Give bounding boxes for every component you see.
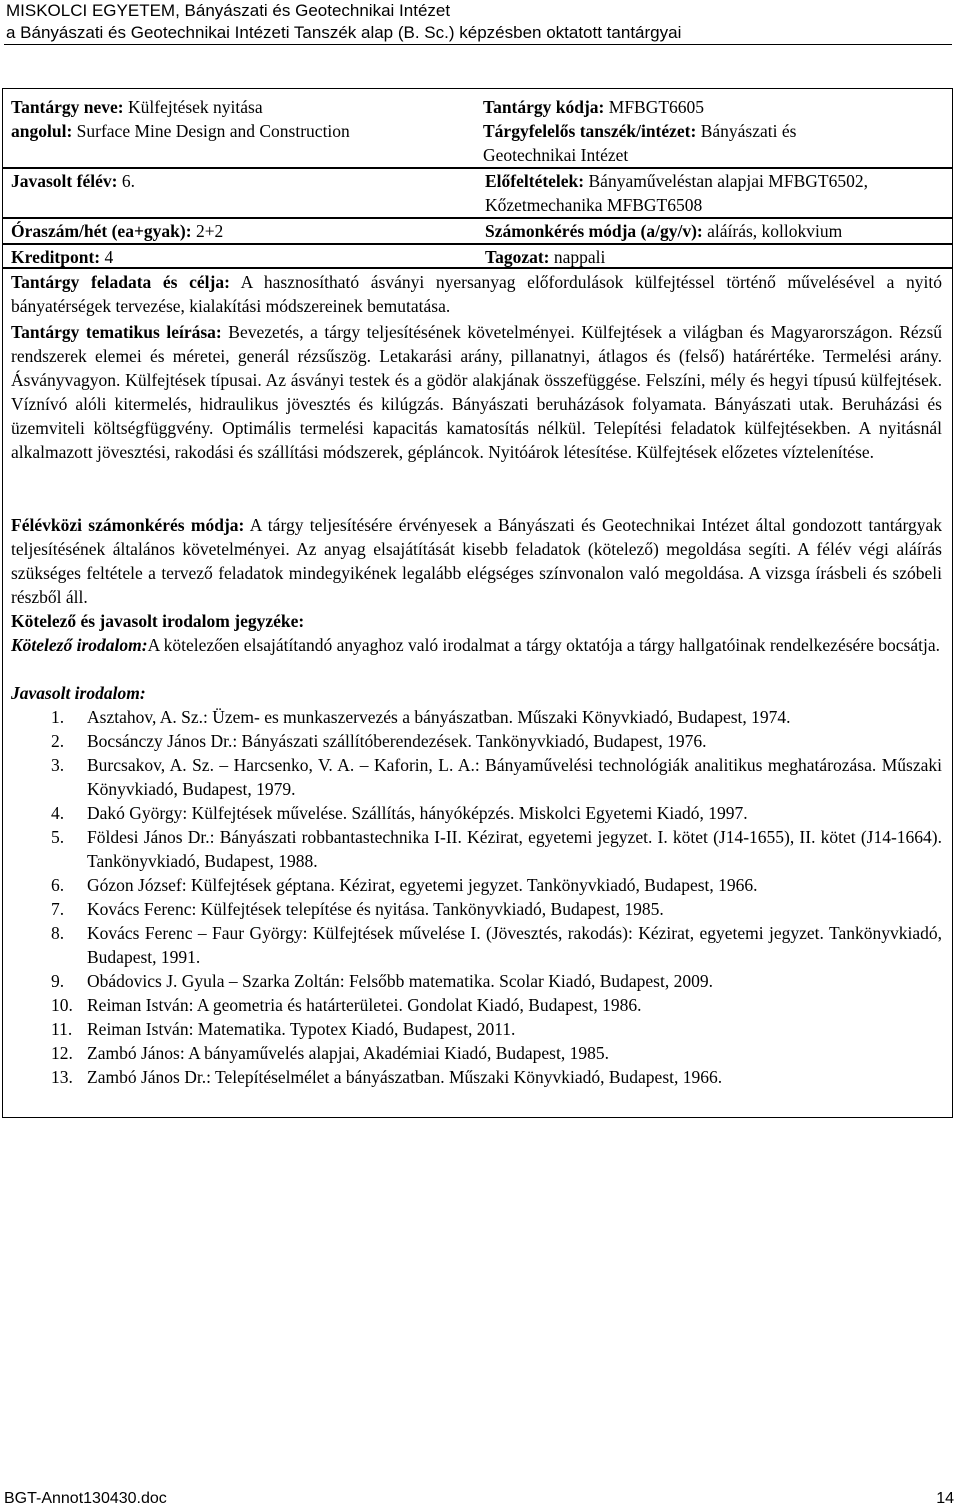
reference-text: Reiman István: A geometria és határterületei. Gondolat Kiadó, Budapest, 1986. bbox=[87, 995, 642, 1015]
course-code bbox=[483, 95, 704, 119]
course-department-value: Bányászati és bbox=[700, 121, 797, 141]
reference-item bbox=[11, 1041, 942, 1065]
header-subtitle: a Bányászati és Geotechnikai Intézeti Tanszék alap (B. Sc.) képzésben oktatott tantárgyai bbox=[6, 23, 682, 42]
course-prerequisites-label: Előfeltételek: bbox=[485, 171, 585, 191]
course-exam-label: Számonkérés módja (a/gy/v): bbox=[485, 221, 703, 241]
reference-item bbox=[11, 729, 942, 753]
course-assessment bbox=[11, 513, 942, 609]
course-exam-type bbox=[485, 219, 842, 243]
reference-item bbox=[11, 1065, 942, 1089]
reference-item bbox=[11, 705, 942, 729]
reference-text: Reiman István: Matematika. Typotex Kiadó, Budapest, 2011. bbox=[87, 1019, 516, 1039]
reference-list bbox=[11, 705, 942, 1089]
reference-text: Obádovics J. Gyula – Szarka Zoltán: Felsőbb matematika. Scolar Kiadó, Budapest, 2009. bbox=[87, 971, 713, 991]
course-code-value: MFBGT6605 bbox=[608, 97, 705, 117]
header-institution: MISKOLCI EGYETEM, Bányászati és Geotechnikai Intézet bbox=[6, 1, 451, 20]
reference-text: Asztahov, A. Sz.: Üzem- es munkaszervezés a bányászatban. Műszaki Könyvkiadó, Budapest, 1974. bbox=[87, 707, 791, 727]
reference-number: 9. bbox=[51, 971, 65, 991]
course-credits-label: Kreditpont: bbox=[11, 247, 101, 267]
course-assessment-label: Félévközi számonkérés módja: bbox=[11, 515, 245, 535]
footer-page-number: 14 bbox=[936, 1490, 954, 1507]
reference-text: Zambó János: A bányaművelés alapjai, Akadémiai Kiadó, Budapest, 1985. bbox=[87, 1043, 609, 1063]
course-english-value: Surface Mine Design and Construction bbox=[76, 121, 350, 141]
course-prerequisites bbox=[485, 169, 868, 193]
reference-item bbox=[11, 1017, 942, 1041]
course-credits-value: 4 bbox=[104, 247, 114, 267]
reference-item bbox=[11, 825, 942, 873]
reference-number: 6. bbox=[51, 875, 65, 895]
reference-item bbox=[11, 753, 942, 801]
course-department bbox=[483, 119, 796, 143]
course-assessment-text: A tárgy teljesítésére érvényesek a Bányászati és Geotechnikai Intézet által gondozott tantárgyak teljesítésének általános követelményei. Az anyag elsajátítását kisebb feladatok (kötelező) megoldása segíti. A félév végi aláírás szükséges feltétele a tervező feladatok mindegyikének legalább elégséges színvonalon való megoldása. A vizsga írásbeli és szóbeli részből áll. bbox=[11, 515, 942, 607]
table-rule bbox=[3, 267, 952, 269]
reference-text: Burcsakov, A. Sz. – Harcsenko, V. A. – Kaforin, L. A.: Bányaművelési technológiák analitikus meghatározása. Műszaki Könyvkiadó, Budapest, 1979. bbox=[87, 755, 942, 799]
literature-heading: Kötelező és javasolt irodalom jegyzéke: bbox=[11, 611, 305, 631]
course-topics-label: Tantárgy tematikus leírása: bbox=[11, 322, 222, 342]
course-sheet bbox=[2, 88, 953, 1118]
reference-item bbox=[11, 801, 942, 825]
reference-text: Gózon József: Külfejtések géptana. Kézirat, egyetemi jegyzet. Tankönyvkiadó, Budapest, 1966. bbox=[87, 875, 758, 895]
reference-number: 1. bbox=[51, 707, 65, 727]
course-name-label: Tantárgy neve: bbox=[11, 97, 124, 117]
reference-item bbox=[11, 921, 942, 969]
course-semester bbox=[11, 169, 135, 193]
course-department-cont: Geotechnikai Intézet bbox=[483, 145, 629, 165]
course-goal bbox=[11, 270, 942, 318]
reference-number: 8. bbox=[51, 923, 65, 943]
course-prerequisites-cont: Kőzetmechanika MFBGT6508 bbox=[485, 195, 703, 215]
required-literature-label: Kötelező irodalom: bbox=[11, 635, 148, 655]
reference-item bbox=[11, 897, 942, 921]
course-name-value: Külfejtések nyitása bbox=[128, 97, 263, 117]
suggested-literature-label: Javasolt irodalom: bbox=[11, 683, 146, 703]
reference-number: 11. bbox=[51, 1019, 73, 1039]
reference-text: Kovács Ferenc: Külfejtések telepítése és nyitása. Tankönyvkiadó, Budapest, 1985. bbox=[87, 899, 664, 919]
course-semester-label: Javasolt félév: bbox=[11, 171, 118, 191]
course-name bbox=[11, 95, 263, 119]
header-rule bbox=[4, 44, 952, 45]
required-literature-text: A kötelezően elsajátítandó anyaghoz való irodalmat a tárgy oktatója a tárgy hallgatóinak rendelkezésére bocsátja. bbox=[147, 635, 940, 655]
course-hours bbox=[11, 219, 223, 243]
course-hours-value: 2+2 bbox=[195, 221, 224, 241]
course-credits bbox=[11, 245, 113, 269]
course-semester-value: 6. bbox=[121, 171, 135, 191]
course-prerequisites-value: Bányaműveléstan alapjai MFBGT6502, bbox=[588, 171, 868, 191]
reference-number: 12. bbox=[51, 1043, 73, 1063]
course-code-label: Tantárgy kódja: bbox=[483, 97, 605, 117]
reference-number: 2. bbox=[51, 731, 65, 751]
course-topics bbox=[11, 320, 942, 464]
course-goal-text: A hasznosítható ásványi nyersanyag előfordulások külfejtéssel történő művelésével a nyitó bányatérségek tervezése, kialakítási módszereinek bemutatása. bbox=[11, 272, 942, 316]
course-exam-value: aláírás, kollokvium bbox=[707, 221, 843, 241]
required-literature bbox=[11, 633, 942, 657]
reference-item bbox=[11, 969, 942, 993]
reference-text: Földesi János Dr.: Bányászati robbantastechnika I-II. Kézirat, egyetemi jegyzet. I. kötet (J14-1655), II. kötet (J14-1664). Tankönyvkiadó, Budapest, 1988. bbox=[87, 827, 942, 871]
reference-text: Kovács Ferenc – Faur György: Külfejtések művelése I. (Jövesztés, rakodás): Kézirat, egyetemi jegyzet. Tankönyvkiadó, Budapest, 1991. bbox=[87, 923, 942, 967]
course-english-name bbox=[11, 119, 350, 143]
reference-number: 4. bbox=[51, 803, 65, 823]
course-mode-label: Tagozat: bbox=[485, 247, 550, 267]
course-department-label: Tárgyfelelős tanszék/intézet: bbox=[483, 121, 697, 141]
footer-filename: BGT-Annot130430.doc bbox=[4, 1490, 167, 1507]
course-english-label: angolul: bbox=[11, 121, 73, 141]
reference-item bbox=[11, 993, 942, 1017]
reference-number: 3. bbox=[51, 755, 65, 775]
reference-number: 7. bbox=[51, 899, 65, 919]
reference-text: Bocsánczy János Dr.: Bányászati szállítóberendezések. Tankönyvkiadó, Budapest, 1976. bbox=[87, 731, 707, 751]
reference-number: 10. bbox=[51, 995, 73, 1015]
reference-text: Dakó György: Külfejtések művelése. Szállítás, hányóképzés. Miskolci Egyetemi Kiadó, 1997. bbox=[87, 803, 748, 823]
course-topics-text: Bevezetés, a tárgy teljesítésének követelményei. Külfejtések a világban és Magyarországon. Rézsű rendszerek elemei és méretei, generál rézsűszög. Letakarási arány, pillanatnyi, átlagos és (felső) határértéke. Termelési arány. Ásványvagyon. Külfejtések típusai. Az ásványi testek és a gödör alakjának összefüggése. Felszíni, mély és hegyi típusú külfejtések. Víznívó alóli kitermelés, hidraulikus jövesztés és kilúgzás. Bányászati beruházások folyamata. Bányászati utak. Beruházási és üzemviteli költségfüggvény. Optimális termelési kapacitás kamatosítás nélkül. Telepítési feladatok külfejtésekben. A nyitásnál alkalmazott jövesztési, rakodási és szállítási módszerek, gépláncok. Nyitóárok létesítése. Külfejtések előzetes víztelenítése. bbox=[11, 322, 943, 462]
reference-number: 5. bbox=[51, 827, 65, 847]
course-mode bbox=[485, 245, 605, 269]
course-hours-label: Óraszám/hét (ea+gyak): bbox=[11, 221, 192, 241]
reference-number: 13. bbox=[51, 1067, 73, 1087]
course-goal-label: Tantárgy feladata és célja: bbox=[11, 272, 230, 292]
reference-text: Zambó János Dr.: Telepítéselmélet a bányászatban. Műszaki Könyvkiadó, Budapest, 1966. bbox=[87, 1067, 723, 1087]
reference-item bbox=[11, 873, 942, 897]
document-header bbox=[6, 0, 681, 44]
course-mode-value: nappali bbox=[553, 247, 606, 267]
table-rule bbox=[3, 243, 952, 245]
